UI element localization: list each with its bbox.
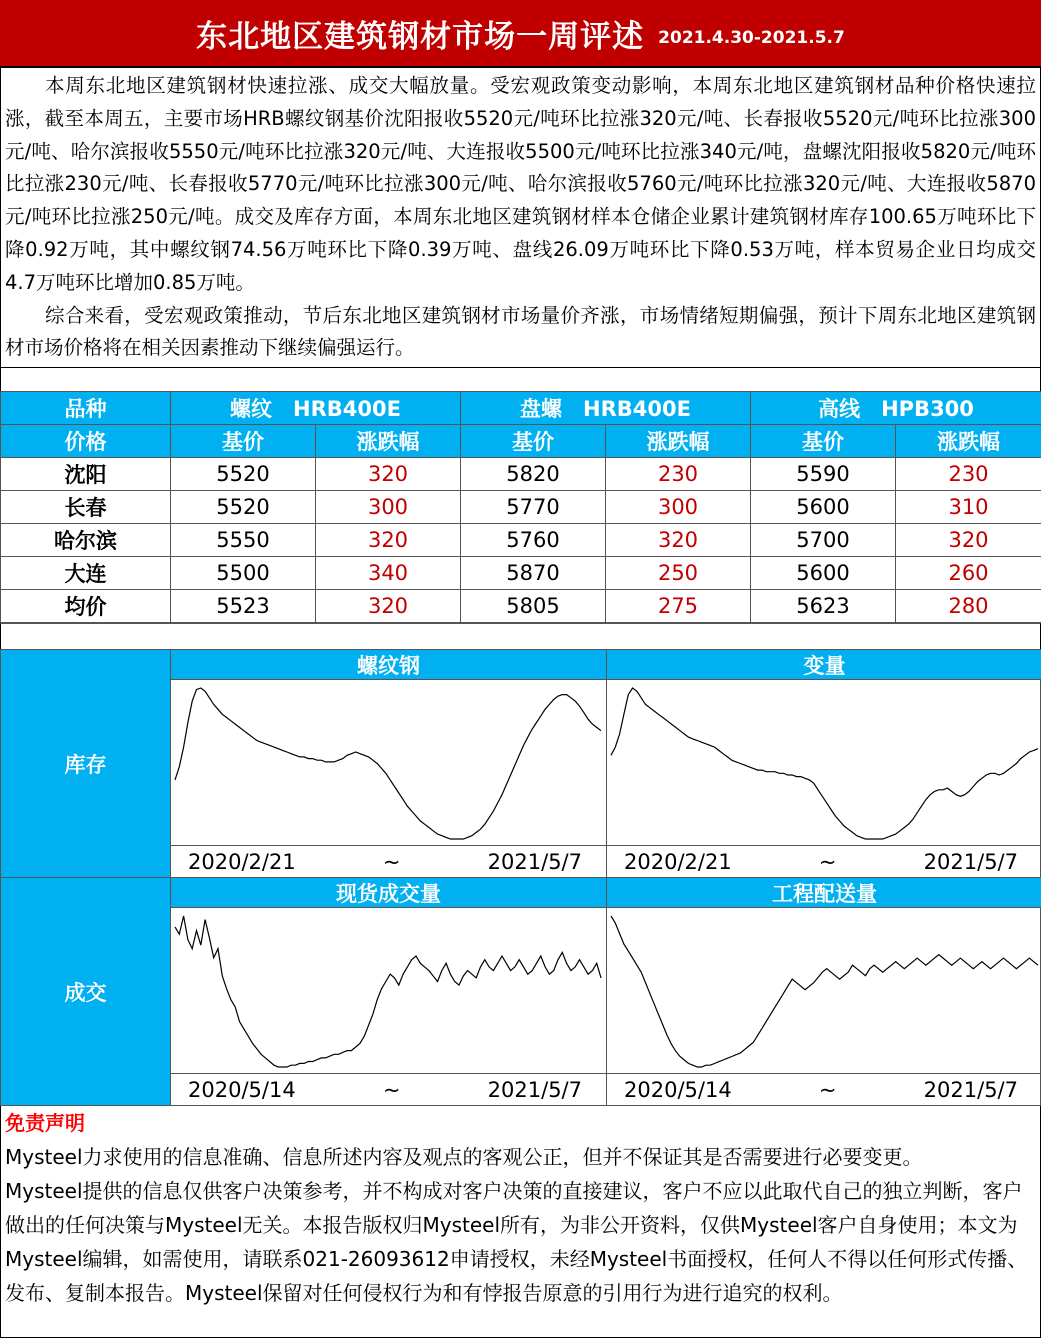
chart-title: 工程配送量 [607,878,1041,908]
change-cell: 310 [896,491,1041,524]
table-row [1,524,1041,557]
disclaimer [0,1106,1041,1338]
base-price-cell: 5820 [461,458,606,491]
axis-start-label: 2020/2/21 [188,850,296,874]
base-price-header: 基价 [171,425,316,458]
market-summary [0,68,1041,368]
price-table-product-row [1,392,1041,425]
base-price-cell: 5500 [171,557,316,590]
chart-project-delivery [606,878,1041,1105]
change-cell: 280 [896,590,1041,623]
product-header-coil: 盘螺 HRB400E [461,392,751,425]
price-table-subheader-row [1,425,1041,458]
axis-end-label: 2021/5/7 [924,1078,1018,1102]
chart-plot [171,908,606,1074]
chart-plot [607,680,1041,846]
base-price-header: 基价 [461,425,606,458]
series-line [175,688,601,839]
base-price-cell: 5805 [461,590,606,623]
change-cell: 230 [606,458,751,491]
axis-end-label: 2021/5/7 [488,850,582,874]
base-price-cell: 5700 [751,524,896,557]
product-header-wire: 高线 HPB300 [751,392,1041,425]
change-cell: 320 [316,524,461,557]
city-cell: 均价 [1,590,171,623]
page-title: 东北地区建筑钢材市场一周评述 [196,11,644,56]
base-price-cell: 5600 [751,491,896,524]
change-cell: 300 [316,491,461,524]
change-cell: 320 [316,458,461,491]
spacer [0,368,1041,391]
product-header-rebar: 螺纹 HRB400E [171,392,461,425]
inventory-row-label: 库存 [1,650,171,878]
base-price-cell: 5520 [171,491,316,524]
base-price-cell: 5623 [751,590,896,623]
chart-axis [607,1074,1041,1105]
change-cell: 320 [316,590,461,623]
chart-rebar-inventory [171,650,606,878]
chart-plot [607,908,1041,1074]
change-header: 涨跌幅 [316,425,461,458]
chart-axis [171,846,606,877]
axis-tilde: ~ [819,850,837,874]
axis-start-label: 2020/5/14 [624,1078,732,1102]
chart-axis [171,1074,606,1105]
trade-row-label: 成交 [1,878,171,1105]
date-range: 2021.4.30-2021.5.7 [658,28,845,48]
change-cell: 260 [896,557,1041,590]
city-cell: 哈尔滨 [1,524,171,557]
disclaimer-paragraph: Mysteel力求使用的信息准确、信息所述内容及观点的客观公正，但并不保证其是否需要进行必要变更。 [5,1140,1036,1174]
variety-header: 品种 [1,392,171,425]
city-cell: 长春 [1,491,171,524]
series-line [611,688,1038,839]
chart-plot [171,680,606,846]
series-line [611,916,1038,1067]
table-row [1,458,1041,491]
city-cell: 大连 [1,557,171,590]
disclaimer-paragraph: Mysteel提供的信息仅供客户决策参考，并不构成对客户决策的直接建议，客户不应以此取代自己的独立判断，客户做出的任何决策与Mysteel无关。本报告版权归Mysteel所有，为非公开资料，仅供Mysteel客户自身使用；本文为Mysteel编辑，如需使用，请联系021-26093612申请授权，未经Mysteel书面授权，任何人不得以任何形式传播、发布、复制本报告。Mysteel保留对任何侵权行为和有悖报告原意的引用行为进行追究的权利。 [5,1174,1036,1310]
chart-spot-volume [171,878,606,1105]
price-header: 价格 [1,425,171,458]
spacer [0,623,1041,649]
axis-start-label: 2020/2/21 [624,850,732,874]
table-row-average [1,590,1041,623]
table-row [1,557,1041,590]
series-line [175,916,601,1067]
axis-end-label: 2021/5/7 [488,1078,582,1102]
change-header: 涨跌幅 [896,425,1041,458]
disclaimer-title: 免责声明 [5,1106,1036,1140]
change-header: 涨跌幅 [606,425,751,458]
base-price-header: 基价 [751,425,896,458]
chart-title: 现货成交量 [171,878,606,908]
base-price-cell: 5550 [171,524,316,557]
base-price-cell: 5760 [461,524,606,557]
chart-inventory-change [606,650,1041,878]
change-cell: 320 [896,524,1041,557]
chart-title: 变量 [607,650,1041,680]
summary-paragraph: 本周东北地区建筑钢材快速拉涨、成交大幅放量。受宏观政策变动影响，本周东北地区建筑钢材品种价格快速拉涨，截至本周五，主要市场HRB螺纹钢基价沈阳报收5520元/吨环比拉涨320元/吨、长春报收5520元/吨环比拉涨300元/吨、哈尔滨报收5550元/吨环比拉涨320元/吨、大连报收5500元/吨环比拉涨340元/吨，盘螺沈阳报收5820元/吨环比拉涨230元/吨、长春报收5770元/吨环比拉涨300元/吨、哈尔滨报收5760元/吨环比拉涨320元/吨、大连报收5870元/吨环比拉涨250元/吨。成交及库存方面，本周东北地区建筑钢材样本仓储企业累计建筑钢材库存100.65万吨环比下降0.92万吨，其中螺纹钢74.56万吨环比下降0.39万吨、盘线26.09万吨环比下降0.53万吨，样本贸易企业日均成交4.7万吨环比增加0.85万吨。 [5,70,1036,300]
title-bar [0,0,1041,68]
change-cell: 300 [606,491,751,524]
axis-start-label: 2020/5/14 [188,1078,296,1102]
base-price-cell: 5520 [171,458,316,491]
base-price-cell: 5870 [461,557,606,590]
axis-tilde: ~ [383,850,401,874]
base-price-cell: 5523 [171,590,316,623]
table-row [1,491,1041,524]
city-cell: 沈阳 [1,458,171,491]
base-price-cell: 5600 [751,557,896,590]
axis-end-label: 2021/5/7 [924,850,1018,874]
line-chart [171,680,605,845]
price-table [0,391,1041,623]
line-chart [607,680,1041,845]
change-cell: 250 [606,557,751,590]
line-chart [171,908,605,1073]
change-cell: 275 [606,590,751,623]
chart-axis [607,846,1041,877]
chart-grid [0,649,1041,1106]
line-chart [607,908,1041,1073]
axis-tilde: ~ [383,1078,401,1102]
change-cell: 340 [316,557,461,590]
summary-paragraph: 综合来看，受宏观政策推动，节后东北地区建筑钢材市场量价齐涨，市场情绪短期偏强，预计下周东北地区建筑钢材市场价格将在相关因素推动下继续偏强运行。 [5,300,1036,366]
change-cell: 320 [606,524,751,557]
chart-title: 螺纹钢 [171,650,606,680]
axis-tilde: ~ [819,1078,837,1102]
base-price-cell: 5590 [751,458,896,491]
change-cell: 230 [896,458,1041,491]
base-price-cell: 5770 [461,491,606,524]
